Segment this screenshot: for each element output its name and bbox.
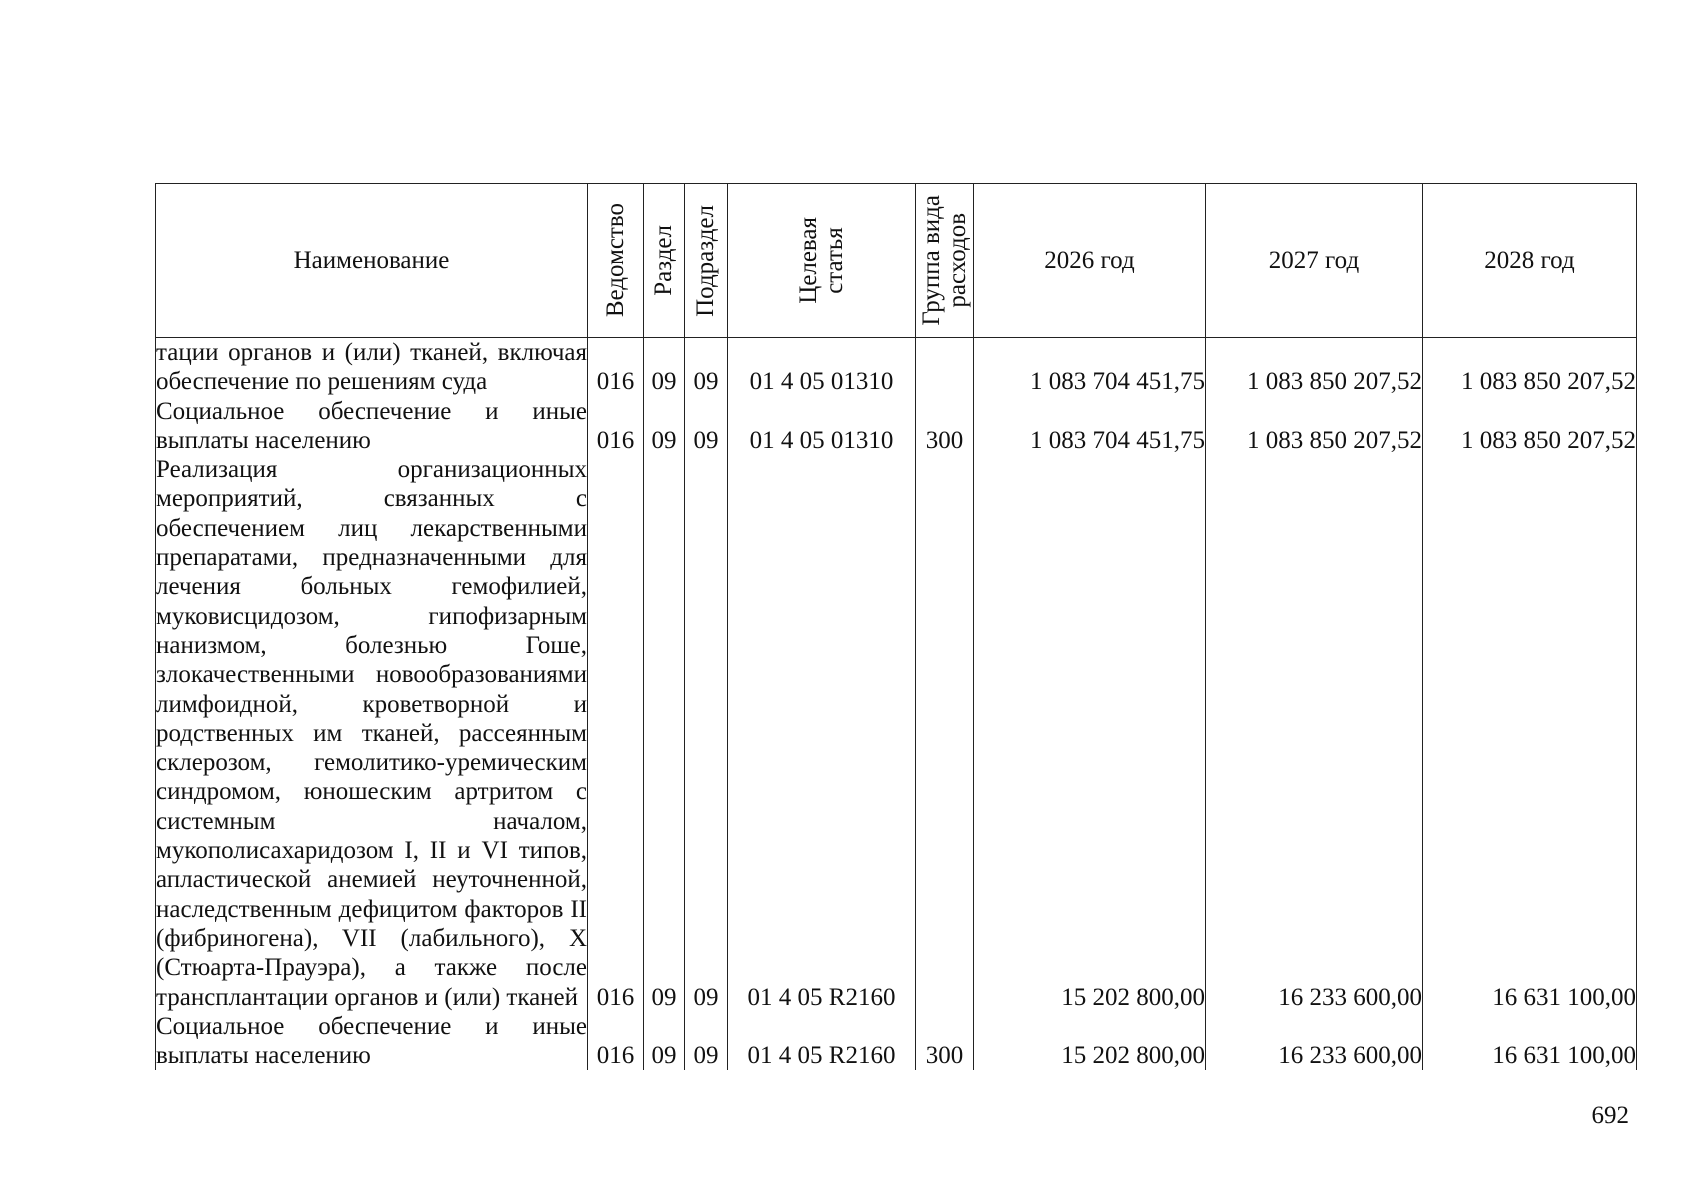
- row-vedomstvo: 016: [588, 1012, 644, 1071]
- row-amount-2027: 16 233 600,00: [1206, 1012, 1423, 1071]
- row-razdel: 09: [644, 397, 685, 456]
- row-tselevaya-statya: 01 4 05 01310: [728, 338, 916, 397]
- row-vedomstvo: 016: [588, 455, 644, 1012]
- header-vedomstvo: Ведомство: [588, 184, 644, 338]
- row-name: тации органов и (или) тканей, включая обеспечение по решениям суда: [156, 339, 587, 396]
- row-tselevaya-statya: 01 4 05 R2160: [728, 455, 916, 1012]
- header-name: Наименование: [156, 184, 588, 338]
- row-amount-2026: 1 083 704 451,75: [974, 338, 1206, 397]
- row-amount-2027: 1 083 850 207,52: [1206, 338, 1423, 397]
- row-gruppa: 300: [916, 397, 974, 456]
- row-amount-2028: 16 631 100,00: [1423, 1012, 1637, 1071]
- table-row: [156, 1012, 1637, 1071]
- row-tselevaya-statya: 01 4 05 01310: [728, 397, 916, 456]
- row-name: Социальное обеспечение и иные выплаты населению: [156, 1012, 587, 1070]
- row-tselevaya-statya: 01 4 05 R2160: [728, 1012, 916, 1071]
- table-row: [156, 397, 1637, 456]
- table-row: [156, 338, 1637, 397]
- table-header-row: [156, 184, 1637, 338]
- row-razdel: 09: [644, 1012, 685, 1071]
- row-amount-2027: 16 233 600,00: [1206, 455, 1423, 1012]
- row-vedomstvo: 016: [588, 338, 644, 397]
- row-name: Реализация организационных мероприятий, связанных с обеспечением лиц лекарственными препаратами, предназначенными для лечения больных гемофилией, муковисцидозом, гипофизарным нанизмом, болезнью Гоше, злокачественными новообразованиями лимфоидной, кроветворной и родственных им тканей, рассеянным склерозом, гемолитико-уремическим синдромом, юношеским артритом с системным началом, мукополисахаридозом I, II и VI типов, апластической анемией неуточненной, наследственным дефицитом факторов II (фибриногена), VII (лабильного), X (Стюарта-Прауэра), а также после трансплантации органов и (или) тканей: [156, 456, 587, 1011]
- budget-table: [155, 183, 1637, 1070]
- header-tselevaya-statya: Целевая статья: [728, 184, 916, 338]
- header-2027: 2027 год: [1206, 184, 1423, 338]
- header-2028: 2028 год: [1423, 184, 1637, 338]
- row-gruppa: [916, 455, 974, 1012]
- row-amount-2027: 1 083 850 207,52: [1206, 397, 1423, 456]
- header-podrazdel: Подраздел: [685, 184, 728, 338]
- row-vedomstvo: 016: [588, 397, 644, 456]
- row-podrazdel: 09: [685, 397, 728, 456]
- row-podrazdel: 09: [685, 338, 728, 397]
- row-amount-2028: 1 083 850 207,52: [1423, 338, 1637, 397]
- row-gruppa: [916, 338, 974, 397]
- row-gruppa: 300: [916, 1012, 974, 1071]
- row-amount-2028: 1 083 850 207,52: [1423, 397, 1637, 456]
- row-razdel: 09: [644, 338, 685, 397]
- row-amount-2026: 1 083 704 451,75: [974, 397, 1206, 456]
- row-podrazdel: 09: [685, 455, 728, 1012]
- header-razdel: Раздел: [644, 184, 685, 338]
- page-number: 692: [1591, 1102, 1629, 1129]
- row-razdel: 09: [644, 455, 685, 1012]
- row-amount-2026: 15 202 800,00: [974, 1012, 1206, 1071]
- header-gruppa-vida-raskhodov: Группа вида расходов: [916, 184, 974, 338]
- header-2026: 2026 год: [974, 184, 1206, 338]
- row-name: Социальное обеспечение и иные выплаты населению: [156, 397, 587, 454]
- row-amount-2026: 15 202 800,00: [974, 455, 1206, 1012]
- row-podrazdel: 09: [685, 1012, 728, 1071]
- row-amount-2028: 16 631 100,00: [1423, 455, 1637, 1012]
- table-row: [156, 455, 1637, 1012]
